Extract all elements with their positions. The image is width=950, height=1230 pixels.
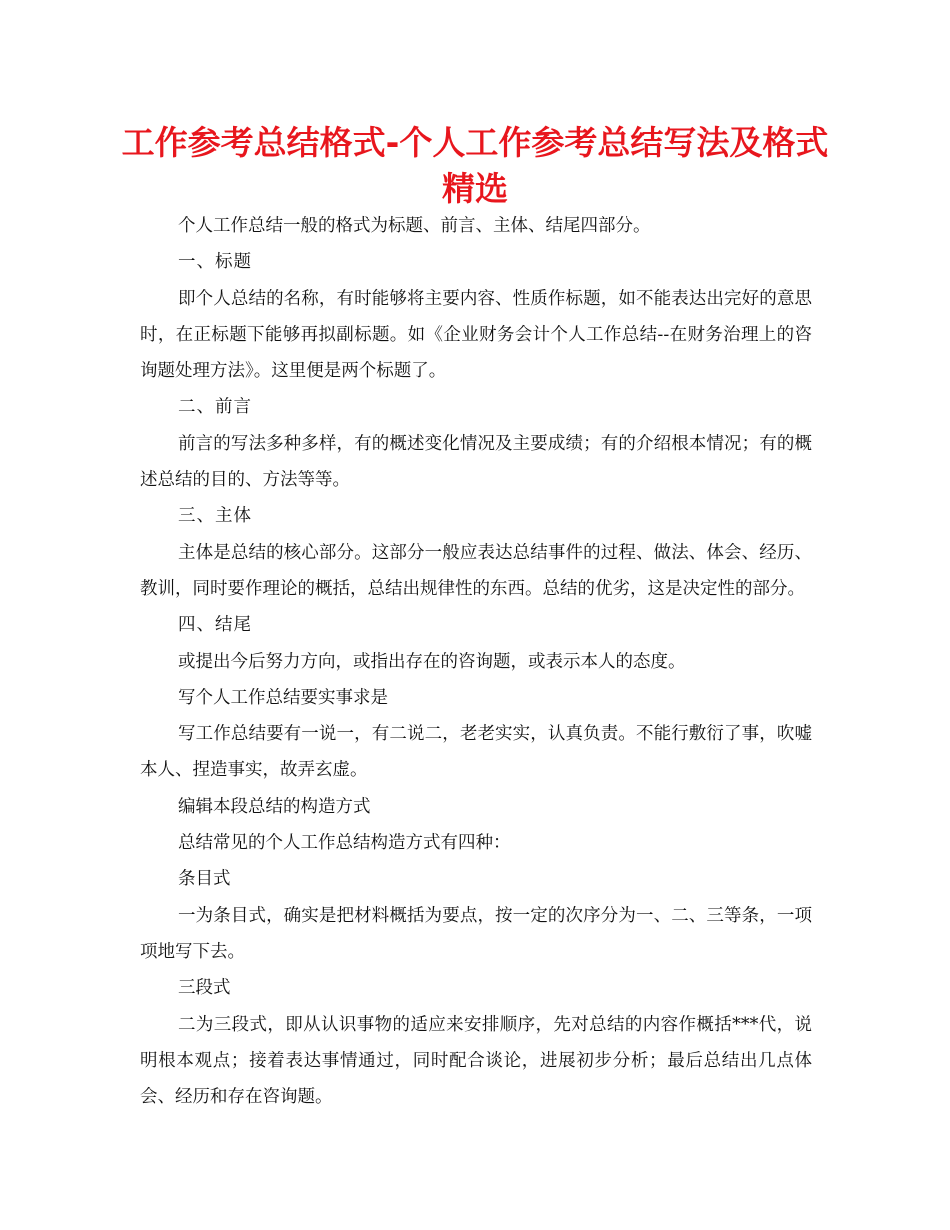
paragraph-body-desc: 主体是总结的核心部分。这部分一般应表达总结事件的过程、做法、体会、经历、教训，同时要作理论的概括，总结出规律性的东西。总结的优劣，这是决定性的部分。: [140, 542, 812, 599]
paragraph-subheading-truth: 写个人工作总结要实事求是: [178, 687, 388, 708]
paragraph-preface-desc: 前言的写法多种多样，有的概述变化情况及主要成绩；有的介绍根本情况；有的概述总结的目的、方法等等。: [140, 433, 812, 491]
paragraph-itemized-desc: 一为条目式，确实是把材料概括为要点，按一定的次序分为一、二、三等条，一项项地写下去。: [140, 905, 812, 962]
paragraph-intro: 个人工作总结一般的格式为标题、前言、主体、结尾四部分。: [178, 216, 651, 236]
paragraph-subheading-itemized: 条目式: [178, 869, 231, 890]
paragraph-ending-desc: 或提出今后努力方向，或指出存在的咨询题，或表示本人的态度。: [178, 651, 686, 672]
paragraph-truth-desc: 写工作总结要有一说一，有二说二，老老实实，认真负责。不能行敷衍了事，吹嘘本人、捏造事实，故弄玄虚。: [140, 724, 812, 781]
paragraph-three-part-desc: 二为三段式，即从认识事物的适应来安排顺序，先对总结的内容作概括***代，说明根本观点；接着表达事情通过，同时配合谈论，进展初步分析；最后总结出几点体会、经历和存在咨询题。: [140, 1014, 812, 1108]
document-body: [140, 208, 812, 1115]
section-heading-ending: 四、结尾: [178, 615, 252, 636]
paragraph-title-desc: 即个人总结的名称，有时能够将主要内容、性质作标题，如不能表达出完好的意思时，在正标题下能够再拟副标题。如《企业财务会计个人工作总结--在财务治理上的咨询题处理方法》。这里便是两个标题了。: [140, 288, 812, 382]
section-heading-preface: 二、前言: [178, 397, 252, 418]
paragraph-subheading-three-part: 三段式: [178, 978, 231, 999]
section-heading-title: 一、标题: [178, 252, 252, 273]
paragraph-structure-intro: 总结常见的个人工作总结构造方式有四种：: [178, 833, 511, 854]
document-title: 工作参考总结格式-个人工作参考总结写法及格式精选: [121, 123, 829, 208]
paragraph-subheading-structure: 编辑本段总结的构造方式: [178, 796, 371, 817]
section-heading-body: 三、主体: [178, 506, 252, 527]
